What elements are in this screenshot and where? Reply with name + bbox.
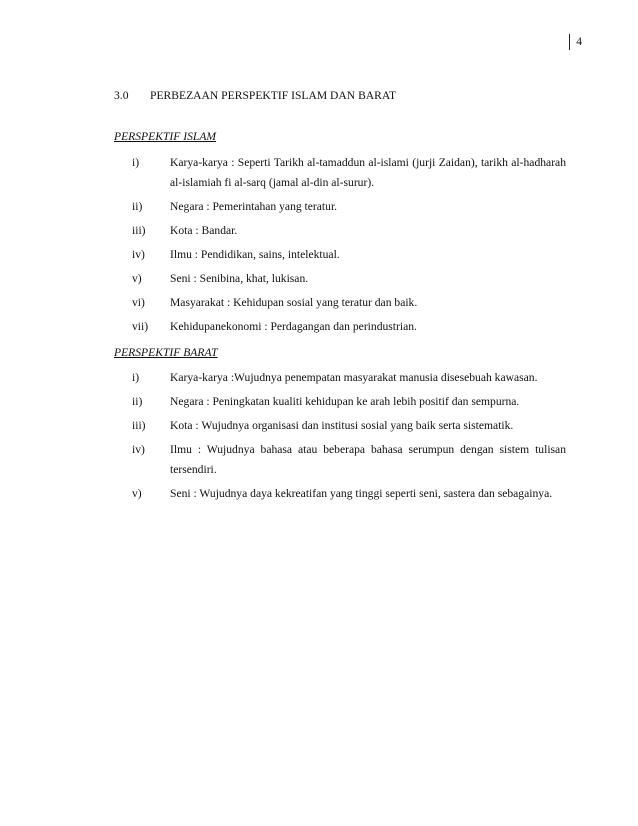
page-number: 4 (569, 34, 582, 50)
item-text: Ilmu : Pendidikan, sains, intelektual. (170, 248, 340, 261)
barat-list (114, 368, 566, 508)
item-number: iii) (132, 224, 146, 237)
item-text: Seni : Wujudnya daya kekreatifan yang tinggi seperti seni, sastera dan sebagainya. (170, 487, 553, 500)
item-text: Negara : Pemerintahan yang teratur. (170, 200, 338, 213)
item-text: Seni : Senibina, khat, lukisan. (170, 272, 309, 285)
list-item (114, 221, 566, 241)
item-number: iv) (132, 443, 145, 456)
list-item (114, 269, 566, 289)
item-number: iv) (132, 248, 145, 261)
item-number: v) (132, 272, 142, 285)
list-item (114, 153, 566, 193)
section-heading (114, 89, 574, 102)
list-item (114, 416, 566, 436)
item-number: iii) (132, 419, 146, 432)
list-item (114, 368, 566, 388)
heading-number: 3.0 (114, 89, 129, 102)
barat-section-title: PERSPEKTIF BARAT (114, 346, 218, 359)
item-text: Kota : Wujudnya organisasi dan institusi sosial yang baik serta sistematik. (170, 419, 514, 432)
list-item (114, 392, 566, 412)
item-text: Ilmu : Wujudnya bahasa atau beberapa bahasa serumpun dengan sistem tulisan tersendiri. (170, 443, 566, 476)
item-number: ii) (132, 200, 143, 213)
list-item (114, 245, 566, 265)
islam-section-title: PERSPEKTIF ISLAM (114, 130, 217, 143)
heading-title: PERBEZAAN PERSPEKTIF ISLAM DAN BARAT (150, 89, 397, 102)
list-item (114, 317, 566, 337)
item-number: ii) (132, 395, 143, 408)
item-number: vi) (132, 296, 145, 309)
list-item (114, 440, 566, 480)
list-item (114, 484, 566, 504)
item-number: i) (132, 156, 140, 169)
item-text: Negara : Peningkatan kualiti kehidupan ke arah lebih positif dan sempurna. (170, 395, 520, 408)
list-item (114, 293, 566, 313)
item-text: Kehidupanekonomi : Perdagangan dan perindustrian. (170, 320, 417, 333)
item-number: vii) (132, 320, 149, 333)
item-text: Karya-karya : Seperti Tarikh al-tamaddun al-islami (jurji Zaidan), tarikh al-hadharah al-islamiah fi al-sarq (jamal al-din al-surur). (170, 156, 566, 189)
item-text: Masyarakat : Kehidupan sosial yang teratur dan baik. (170, 296, 418, 309)
list-item (114, 197, 566, 217)
item-number: i) (132, 371, 140, 384)
item-text: Kota : Bandar. (170, 224, 238, 237)
item-text: Karya-karya :Wujudnya penempatan masyarakat manusia disesebuah kawasan. (170, 371, 538, 384)
item-number: v) (132, 487, 142, 500)
islam-list (114, 153, 566, 341)
